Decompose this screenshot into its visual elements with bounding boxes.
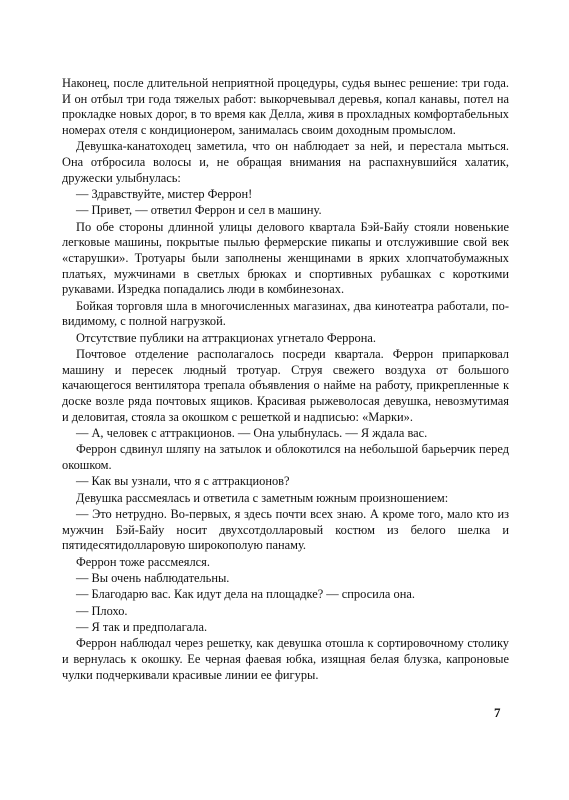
dialogue-line: — Плохо. — [76, 603, 128, 618]
dialogue-line: — Здравствуйте, мистер Феррон! — [76, 186, 253, 201]
dialogue-line: — Вы очень наблюдательны. — [76, 570, 230, 585]
paragraph: Отсутствие публики на аттракционах угнетало Феррона. — [76, 330, 376, 345]
paragraph: Феррон сдвинул шляпу на затылок и облокотился на небольшой барьерчик перед окошком. — [62, 442, 509, 472]
paragraph: Почтовое отделение располагалось посреди квартала. Феррон припарковал машину и пересек людный тротуар. Струя свежего воздуха от большого качающегося вентилятора трепала объявления о найме на работу, прикрепленные к доске возле ряда почтовых ящиков. Красивая рыжеволосая девушка, невозмутимая и деловитая, стояла за окошком с решеткой и надписью: «Марки». — [62, 346, 509, 424]
dialogue-line: — Благодарю вас. Как идут дела на площадке? — спросила она. — [76, 587, 415, 602]
dialogue-line: — Я так и предполагала. — [76, 620, 208, 634]
paragraph: По обе стороны длинной улицы делового квартала Бэй-Байу стояли новенькие легковые машины, покрытые пылью фермерские пикапы и отслужившие свой век «старушки». Тротуары были заполнены женщинами в ярких хлопчатобумажных платьях, мужчинами в светлых брюках и спортивных рубашках с короткими рукавами. Изредка попадались люди в комбинезонах. — [62, 219, 509, 297]
paragraph: Феррон наблюдал через решетку, как девушка отошла к сортировочному столику и вернулась к окошку. Ее черная фаевая юбка, изящная белая блузка, капроновые чулки подчеркивали красивые линии ее фигуры. — [62, 636, 509, 682]
paragraph: Девушка рассмеялась и ответила с заметным южным произношением: — [76, 490, 449, 505]
dialogue-line: — Привет, — ответил Феррон и сел в машину. — [76, 203, 322, 218]
paragraph: Девушка-канатоходец заметила, что он наблюдает за ней, и перестала мыться. Она отбросила волосы и, не обращая внимания на распахнувшийся халатик, дружески улыбнулась: — [62, 139, 509, 185]
dialogue-line: — Это нетрудно. Во-первых, я здесь почти всех знаю. А кроме того, мало кто из мужчин Бэй-Байу носит двухсотдолларовый костюм из белого шелка и пятидесятидолларовую широкополую панаму. — [62, 506, 509, 553]
book-page-text — [62, 76, 509, 684]
paragraph: Феррон тоже рассмеялся. — [76, 554, 210, 569]
paragraph: Наконец, после длительной неприятной процедуры, судья вынес решение: три года. И он отбыл три года тяжелых работ: выкорчевывал деревья, копал канавы, потел на прокладке новых дорог, в то время как Делла, живя в прохладных комфортабельных номерах отеля с кондиционером, занималась своим доходным промыслом. — [62, 76, 509, 137]
dialogue-line: — Как вы узнали, что я с аттракционов? — [76, 474, 290, 489]
dialogue-line: — А, человек с аттракционов. — Она улыбнулась. — Я ждала вас. — [76, 425, 428, 440]
paragraph: Бойкая торговля шла в многочисленных магазинах, два кинотеатра работали, по-видимому, с полной нагрузкой. — [62, 298, 509, 329]
page-number: 7 — [494, 705, 501, 720]
